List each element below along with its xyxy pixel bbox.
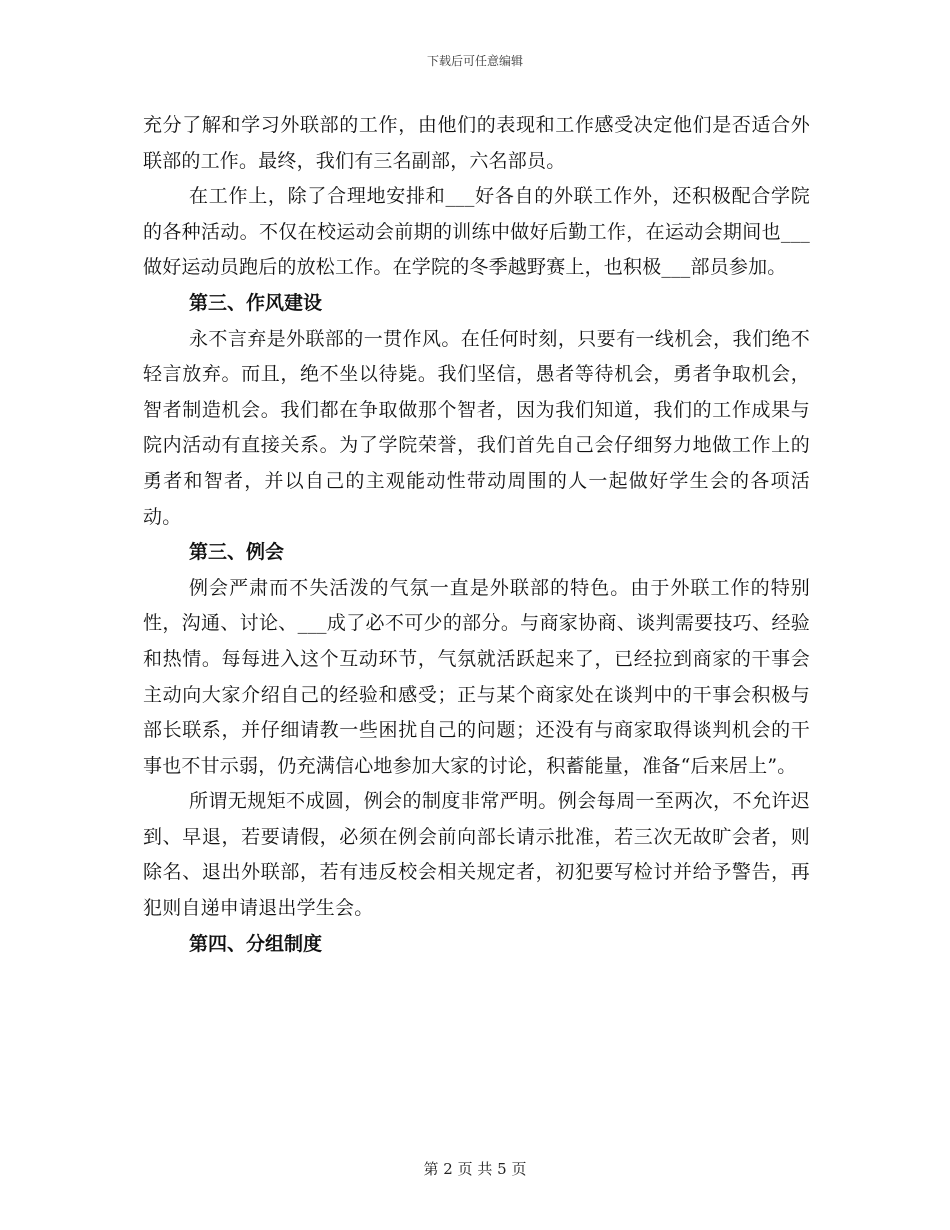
section-heading-meeting: 第三、例会 xyxy=(189,541,285,564)
section-heading-grouping: 第四、分组制度 xyxy=(189,932,323,955)
document-body xyxy=(143,108,810,962)
paragraph-3: 永不言弃是外联部的一贯作风。在任何时刻，只要有一线机会，我们绝不轻言放弃。而且，绝不坐以待毙。我们坚信，愚者等待机会，勇者争取机会，智者制造机会。我们都在争取做那个智者，因为我们知道，我们的工作成果与院内活动有直接关系。为了学院荣誉，我们首先自己会仔细努力地做工作上的勇者和智者，并以自己的主观能动性带动周围的人一起做好学生会的各项活动。 xyxy=(143,327,810,528)
paragraph-1: 充分了解和学习外联部的工作，由他们的表现和工作感受决定他们是否适合外联部的工作。最终，我们有三名副部，六名部员。 xyxy=(143,114,810,172)
paragraph-2: 在工作上，除了合理地安排和___好各自的外联工作外，还积极配合学院的各种活动。不仅在校运动会前期的训练中做好后勤工作，在运动会期间也___做好运动员跑后的放松工作。在学院的冬季越野赛上，也积极___部员参加。 xyxy=(143,185,810,279)
paragraph-4: 例会严肃而不失活泼的气氛一直是外联部的特色。由于外联工作的特别性，沟通、讨论、___成了必不可少的部分。与商家协商、谈判需要技巧、经验和热情。每每进入这个互动环节，气氛就活跃起来了，已经拉到商家的干事会主动向大家介绍自己的经验和感受；正与某个商家处在谈判中的干事会积极与部长联系，并仔细请教一些困扰自己的问题；还没有与商家取得谈判机会的干事也不甘示弱，仍充满信心地参加大家的讨论，积蓄能量，准备“后来居上”。 xyxy=(143,576,810,777)
page-header: 下载后可任意编辑 xyxy=(426,54,523,68)
page-footer: 第 2 页 共 5 页 xyxy=(423,1160,527,1178)
section-heading-style: 第三、作风建设 xyxy=(189,291,323,314)
paragraph-5: 所谓无规矩不成圆，例会的制度非常严明。例会每周一至两次，不允许迟到、早退，若要请假，必须在例会前向部长请示批准，若三次无故旷会者，则除名、退出外联部，若有违反校会相关规定者，初犯要写检讨并给予警告，再犯则自递申请退出学生会。 xyxy=(143,790,810,920)
